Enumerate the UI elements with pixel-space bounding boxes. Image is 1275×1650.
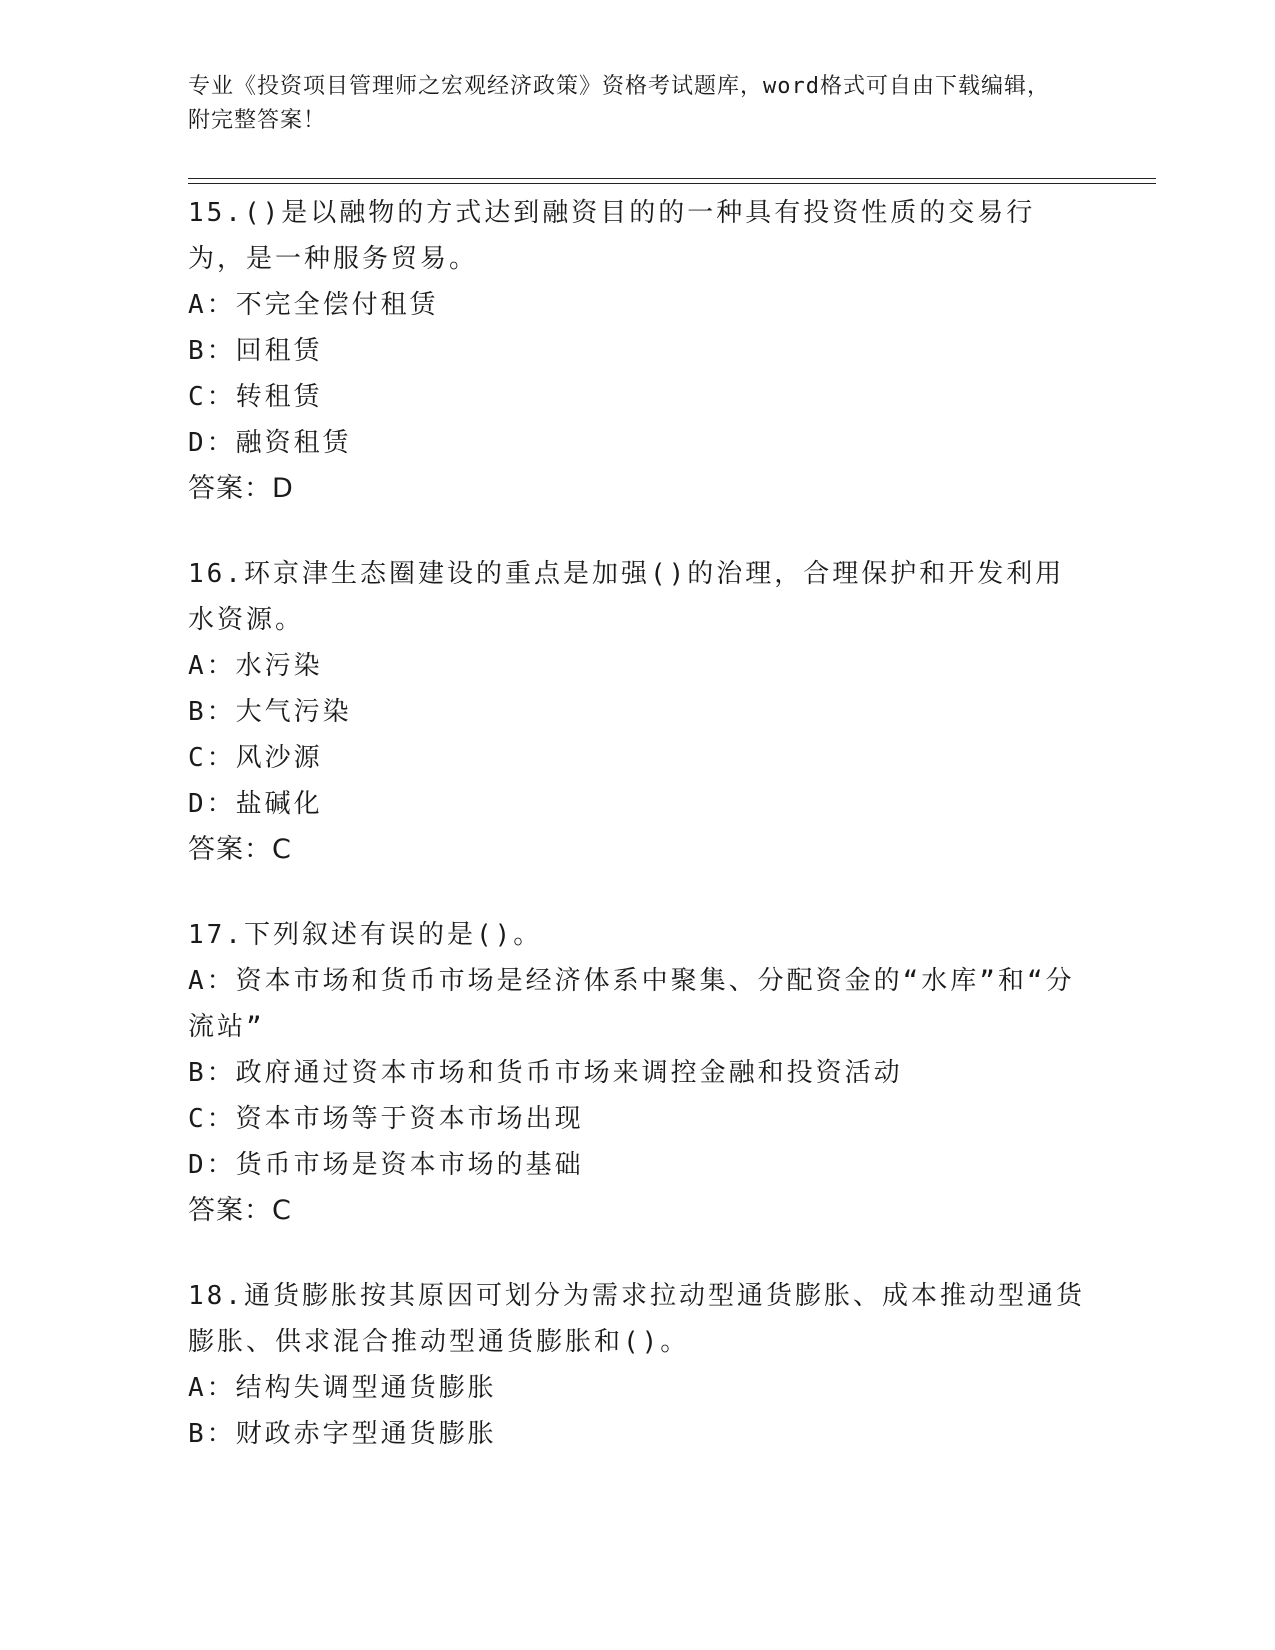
option-a: A：资本市场和货币市场是经济体系中聚集、分配资金的“水库”和“分流站” [188, 966, 1075, 1042]
option-c: C：转租赁 [188, 382, 323, 412]
question-18 [188, 1273, 1088, 1457]
question-list [188, 190, 1088, 1496]
option-b: B：回租赁 [188, 336, 323, 366]
question-text: 18.通货膨胀按其原因可划分为需求拉动型通货膨胀、成本推动型通货膨胀、供求混合推动型通货膨胀和()。 [188, 1281, 1085, 1357]
question-text: 16.环京津生态圈建设的重点是加强()的治理，合理保护和开发利用水资源。 [188, 559, 1065, 635]
option-d: D：融资租赁 [188, 428, 352, 458]
option-d: D：盐碱化 [188, 789, 323, 819]
header-divider-top [188, 178, 1156, 179]
question-17 [188, 912, 1088, 1234]
option-b: B：大气污染 [188, 697, 352, 727]
option-b: B：财政赤字型通货膨胀 [188, 1419, 497, 1449]
option-c: C：资本市场等于资本市场出现 [188, 1104, 584, 1134]
option-a: A：水污染 [188, 651, 323, 681]
answer-line: 答案：C [188, 1195, 292, 1226]
option-d: D：货币市场是资本市场的基础 [188, 1150, 584, 1180]
option-b: B：政府通过资本市场和货币市场来调控金融和投资活动 [188, 1058, 903, 1088]
answer-line: 答案：C [188, 834, 292, 865]
question-16 [188, 551, 1088, 873]
answer-line: 答案：D [188, 473, 294, 504]
option-c: C：风沙源 [188, 743, 323, 773]
option-a: A：结构失调型通货膨胀 [188, 1373, 497, 1403]
header-divider-bottom [188, 183, 1156, 184]
document-header [188, 70, 1068, 138]
question-15 [188, 190, 1088, 512]
question-text: 15.()是以融物的方式达到融资目的的一种具有投资性质的交易行为，是一种服务贸易。 [188, 198, 1036, 274]
header-intro-text: 专业《投资项目管理师之宏观经济政策》资格考试题库，word格式可自由下载编辑，附完整答案！ [188, 74, 1050, 133]
option-a: A：不完全偿付租赁 [188, 290, 439, 320]
question-text: 17.下列叙述有误的是()。 [188, 920, 543, 950]
